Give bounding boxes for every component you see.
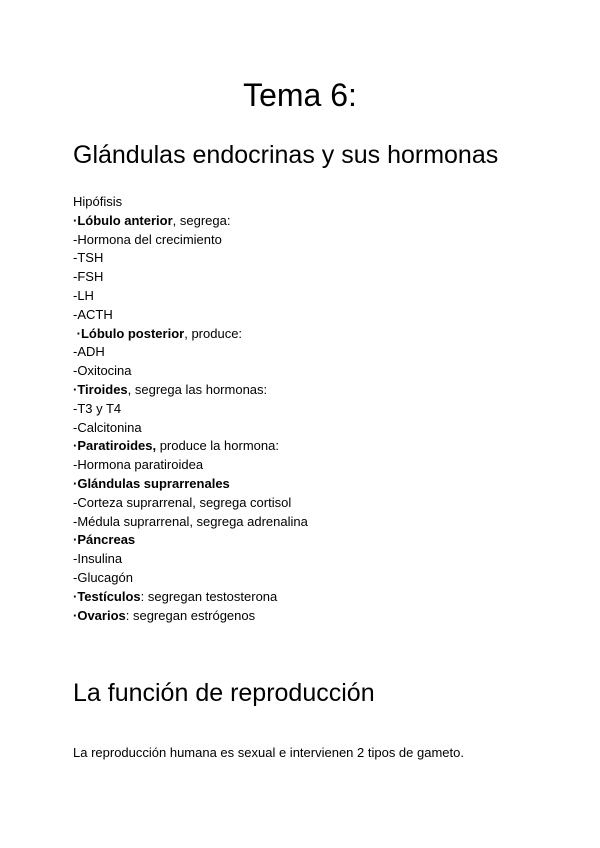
list-line: ·Glándulas suprarrenales	[73, 475, 230, 491]
list-line: ·Ovarios: segregan estrógenos	[73, 607, 256, 623]
list-line: -FSH	[73, 269, 104, 285]
list-line: Hipófisis	[73, 194, 123, 209]
reproduction-paragraph: La reproducción humana es sexual e intervienen 2 tipos de gameto.	[73, 745, 464, 760]
list-line: -Calcitonina	[73, 419, 142, 435]
section-heading-endocrine: Glándulas endocrinas y sus hormonas	[73, 141, 499, 169]
list-line: ·Lóbulo posterior, produce:	[73, 325, 243, 341]
endocrine-list	[73, 193, 553, 625]
list-line: -Corteza suprarrenal, segrega cortisol	[73, 494, 292, 510]
list-line: ·Testículos: segregan testosterona	[73, 588, 278, 604]
list-line: -Hormona paratiroidea	[73, 457, 204, 473]
list-line: ·Paratiroides, produce la hormona:	[73, 438, 279, 454]
list-line: -Glucagón	[73, 569, 133, 585]
list-line: -ADH	[73, 344, 105, 360]
list-line: -Hormona del crecimiento	[73, 231, 222, 247]
list-line: -TSH	[73, 250, 104, 266]
section-heading-reproduction: La función de reproducción	[73, 679, 375, 707]
list-line: ·Páncreas	[73, 532, 136, 548]
list-line: -Oxitocina	[73, 363, 132, 379]
list-line: -LH	[73, 287, 94, 303]
list-line: -Médula suprarrenal, segrega adrenalina	[73, 513, 308, 529]
list-line: ·Lóbulo anterior, segrega:	[73, 212, 231, 228]
list-line: -Insulina	[73, 551, 123, 567]
page-title: Tema 6:	[243, 77, 357, 113]
list-line: ·Tiroides, segrega las hormonas:	[73, 381, 268, 397]
list-line: -ACTH	[73, 306, 113, 322]
list-line: -T3 y T4	[73, 400, 122, 416]
